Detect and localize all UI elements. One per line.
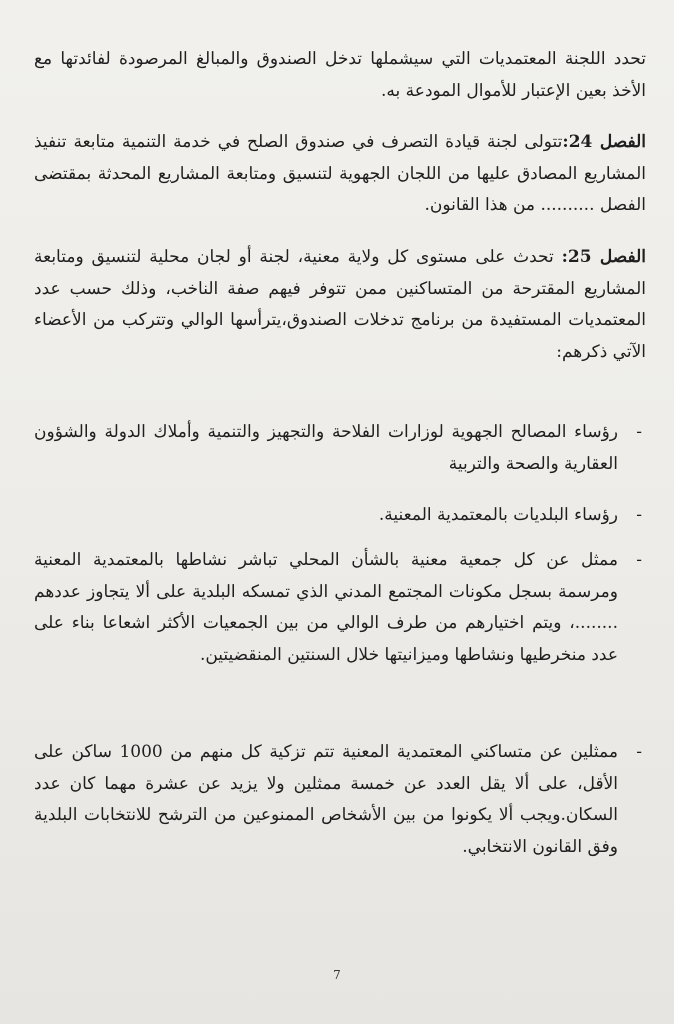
intro-paragraph-block [34, 44, 646, 107]
article-24-label: الفصل 24: [562, 132, 646, 152]
bullet-block-3 [34, 545, 646, 671]
list-item [34, 545, 646, 671]
list-item [34, 417, 646, 480]
article-25-text: تحدث على مستوى كل ولاية معنية، لجنة أو لجان محلية لتنسيق ومتابعة المشاريع المقترحة من المتساكنين ممن تتوفر فيهم صفة الناخب، وذلك حسب عدد المعتمديات المستفيدة من برنامج تدخلات الصندوق،يترأسها الوالي وتتركب من الأعضاء الآتي ذكرهم: [34, 247, 646, 362]
list-item [34, 737, 646, 863]
bullet-dash: - [636, 505, 642, 525]
bullet-text: ممثلين عن متساكني المعتمدية المعنية تتم تزكية كل منهم من 1000 ساكن على الأقل، على ألا يقل العدد عن خمسة ممثلين ولا يزيد عن عشرة مهما كان عدد السكان.ويجب ألا يكونوا من بين الأشخاص الممنوعين من الترشح للانتخابات البلدية وفق القانون الانتخابي. [34, 742, 618, 857]
bullet-dash: - [636, 742, 642, 762]
article-24-paragraph [34, 127, 646, 222]
article-25-block [34, 242, 646, 368]
bullet-text: رؤساء البلديات بالمعتمدية المعنية. [378, 505, 618, 525]
bullet-block-4 [34, 737, 646, 863]
intro-paragraph: تحدد اللجنة المعتمديات التي سيشملها تدخل الصندوق والمبالغ المرصودة لفائدتها مع الأخذ بعين الإعتبار للأموال المودعة به. [34, 49, 646, 101]
article-25-label: الفصل 25: [561, 247, 646, 267]
bullet-block-2 [34, 500, 646, 532]
bullet-dash: - [636, 422, 642, 442]
list-item [34, 500, 646, 532]
article-24-block [34, 127, 646, 222]
bullet-block-1 [34, 417, 646, 480]
bullet-dash: - [636, 550, 642, 570]
bullet-text: رؤساء المصالح الجهوية لوزارات الفلاحة والتجهيز والتنمية وأملاك الدولة والشؤون العقارية والصحة والتربية [34, 422, 618, 474]
bullet-text: ممثل عن كل جمعية معنية بالشأن المحلي تباشر نشاطها بالمعتمدية المعنية ومرسمة بسجل مكونات المجتمع المدني الذي تمسكه البلدية على ألا يتجاوز عددهم ........، ويتم اختيارهم من طرف الوالي من بين الجمعيات الأكثر اشعاعا بناء على عدد منخرطيها ونشاطها وميزانيتها خلال السنتين المنقضيتين. [34, 550, 618, 665]
article-24-text: تتولى لجنة قيادة التصرف في صندوق الصلح في خدمة التنمية متابعة تنفيذ المشاريع المصادق عليها من اللجان الجهوية لتنسيق ومتابعة المشاريع المحدثة بمقتضى الفصل .......... من هذا القانون. [34, 132, 647, 215]
article-25-paragraph [34, 242, 646, 368]
page-number: 7 [333, 968, 341, 982]
